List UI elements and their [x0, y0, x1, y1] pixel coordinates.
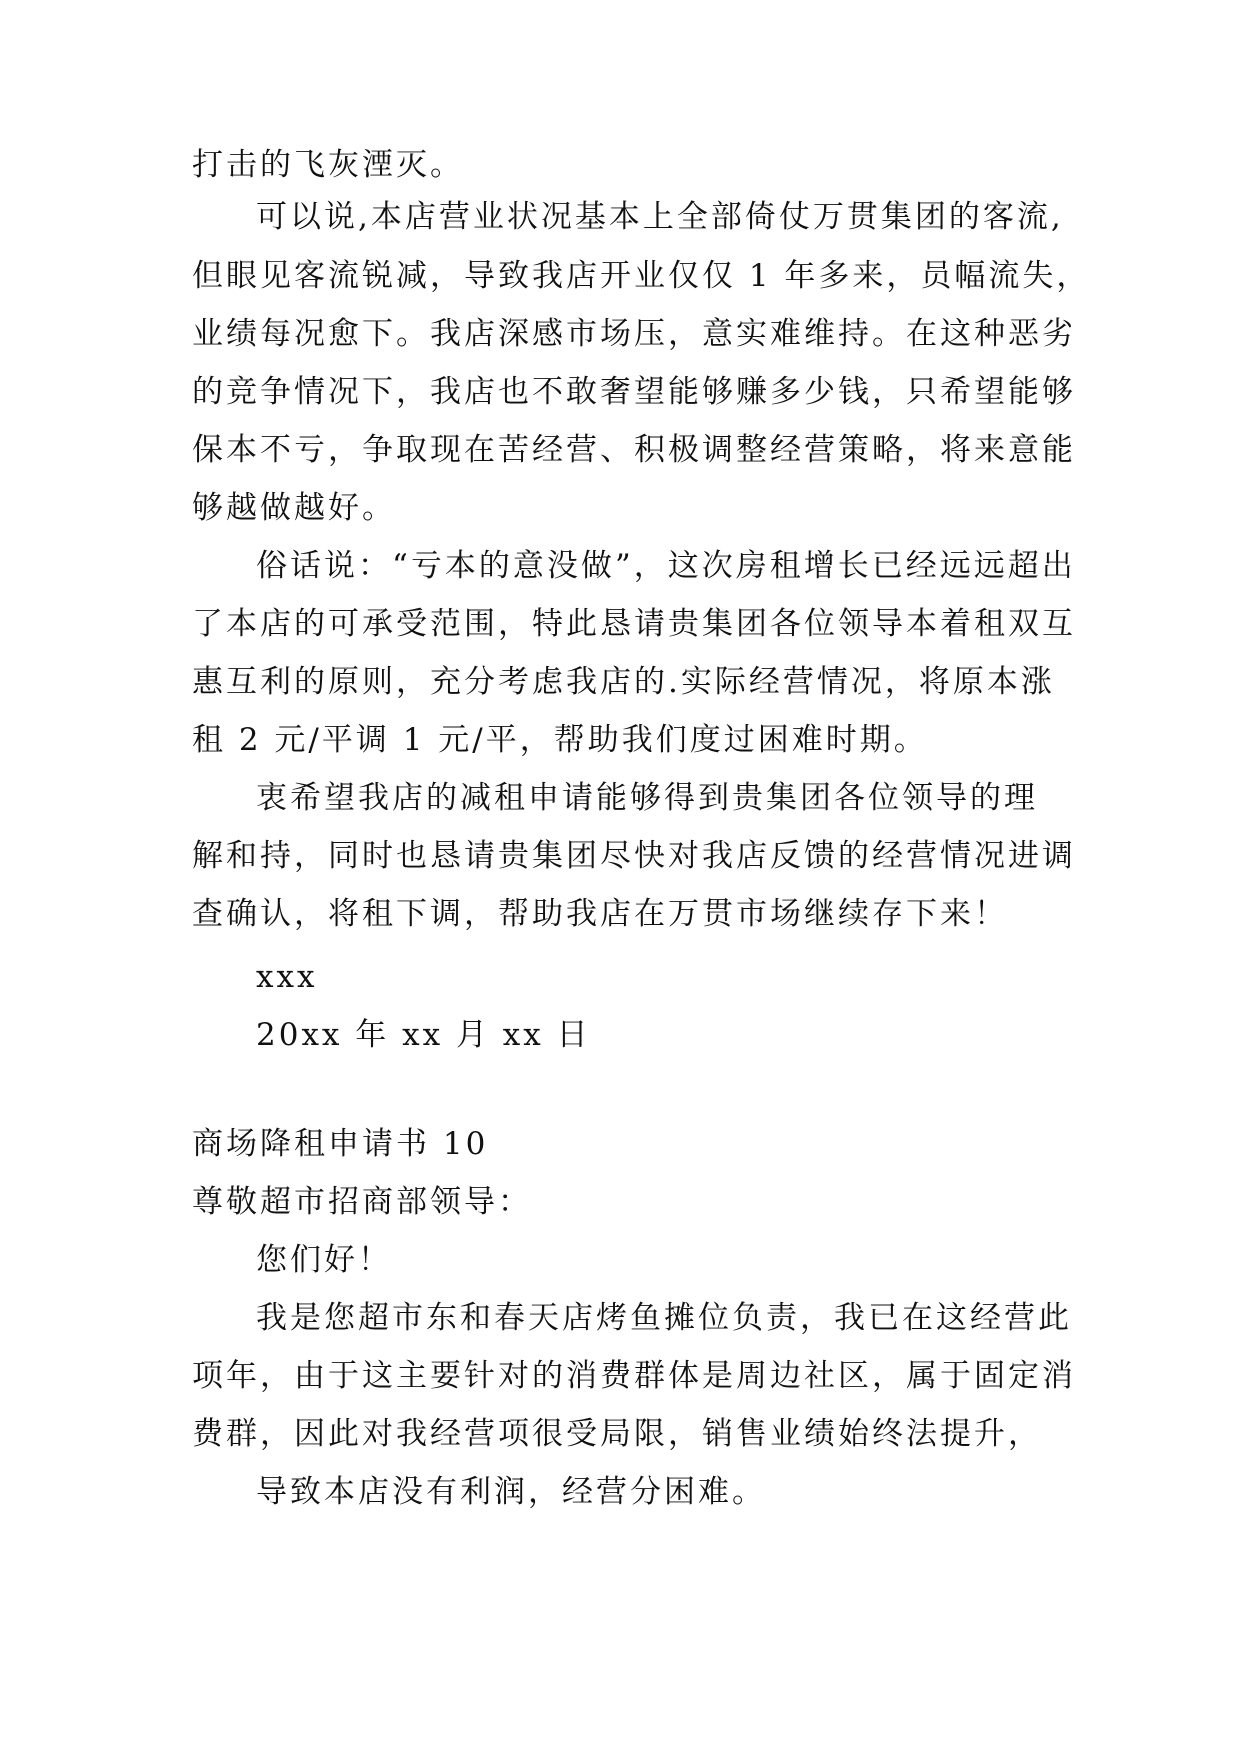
text-line: 保本不亏，争取现在苦经营、积极调整经营策略，将来意能: [192, 432, 1076, 468]
text-line: 但眼见客流锐减，导致我店开业仅仅 1 年多来，员幅流失，: [192, 258, 1091, 294]
text-line: 打击的飞灰湮灭。: [192, 147, 464, 183]
text-line: 租 2 元/平调 1 元/平，帮助我们度过困难时期。: [192, 722, 928, 758]
signature-date: 20xx 年 xx 月 xx 日: [256, 1017, 591, 1053]
greeting: 您们好！: [256, 1242, 392, 1278]
salutation: 尊敬超市招商部领导：: [192, 1184, 532, 1220]
text-line: 项年，由于这主要针对的消费群体是周边社区，属于固定消: [192, 1358, 1076, 1394]
text-line: 衷希望我店的减租申请能够得到贵集团各位领导的理: [256, 780, 1038, 816]
section-title: 商场降租申请书 10: [192, 1126, 489, 1162]
text-line: 的竞争情况下，我店也不敢奢望能够赚多少钱，只希望能够: [192, 374, 1076, 410]
text-line: 费群，因此对我经营项很受局限，销售业绩始终法提升，: [192, 1416, 1042, 1452]
text-line: 惠互利的原则，充分考虑我店的.实际经营情况，将原本涨: [192, 664, 1055, 700]
signature-name: xxx: [256, 959, 318, 995]
text-line: 业绩每况愈下。我店深感市场压，意实难维持。在这种恶劣: [192, 316, 1076, 352]
text-line: 够越做越好。: [192, 490, 396, 526]
text-line: 查确认，将租下调，帮助我店在万贯市场继续存下来！: [192, 896, 1008, 932]
text-line: 导致本店没有利润，经营分困难。: [256, 1474, 766, 1510]
text-line: 我是您超市东和春天店烤鱼摊位负责，我已在这经营此: [256, 1300, 1072, 1336]
text-line: 俗话说：“亏本的意没做”，这次房租增长已经远远超出: [256, 548, 1076, 584]
text-line: 可以说,本店营业状况基本上全部倚仗万贯集团的客流,: [256, 199, 1064, 235]
text-line: 了本店的可承受范围，特此恳请贵集团各位领导本着租双互: [192, 606, 1076, 642]
text-line: 解和持，同时也恳请贵集团尽快对我店反馈的经营情况进调: [192, 838, 1076, 874]
